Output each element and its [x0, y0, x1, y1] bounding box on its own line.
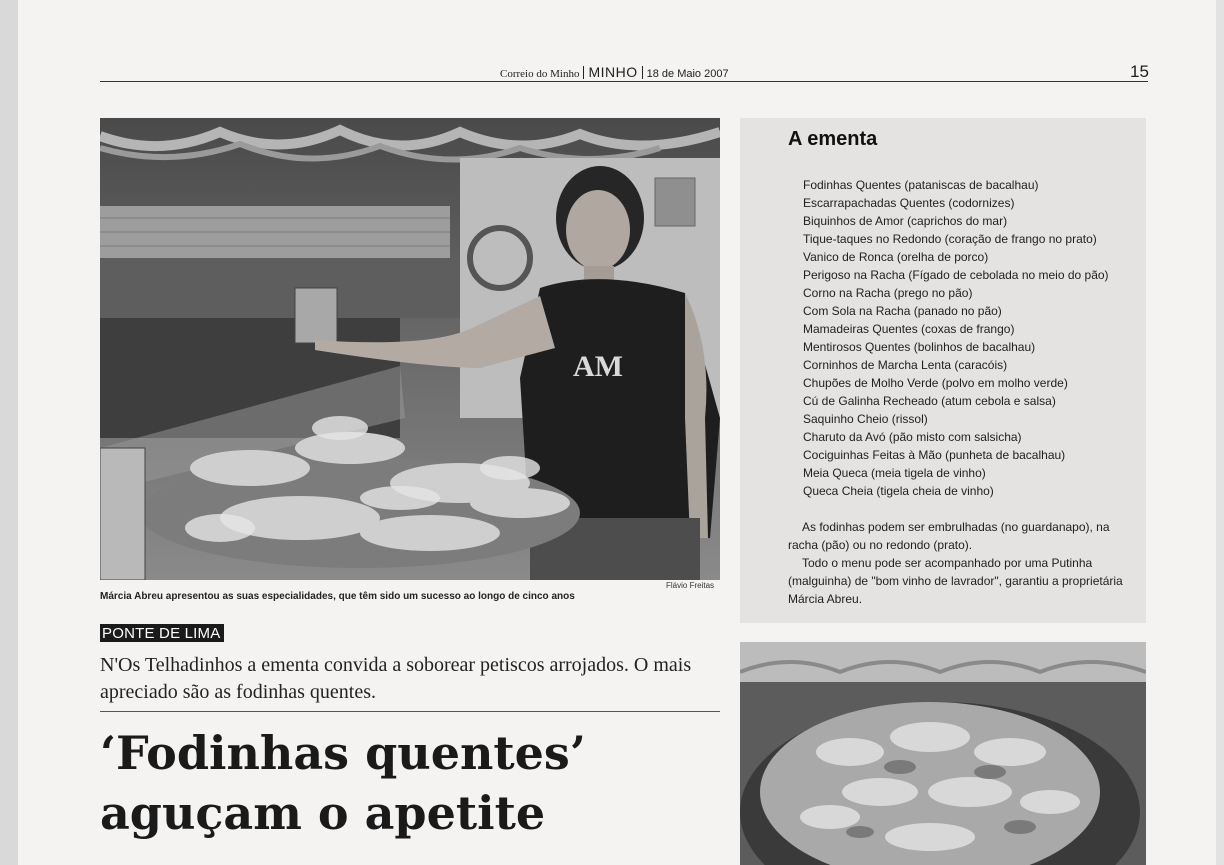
menu-item: Cú de Galinha Recheado (atum cebola e salsa) — [803, 394, 1056, 408]
menu-item: Meia Queca (meia tigela de vinho) — [803, 466, 986, 480]
shirt-print: AM — [573, 350, 623, 383]
food-photo — [740, 642, 1146, 865]
menu-item: Perigoso na Racha (Fígado de cebolada no meio do pão) — [803, 268, 1109, 282]
menu-item: Mentirosos Quentes (bolinhos de bacalhau) — [803, 340, 1036, 354]
photo-credit: Flávio Freitas — [666, 581, 715, 590]
menu-item: Biquinhos de Amor (caprichos do mar) — [803, 214, 1008, 228]
header-separator — [642, 66, 643, 79]
menu-item: Corno na Racha (prego no pão) — [803, 286, 973, 300]
page-number: 15 — [1130, 62, 1149, 81]
header-separator — [583, 66, 584, 79]
running-header — [500, 64, 729, 80]
menu-title: A ementa — [788, 128, 878, 150]
menu-item: Chupões de Molho Verde (polvo em molho verde) — [803, 376, 1068, 390]
headline-line: aguçam o apetite — [100, 786, 546, 840]
region-name: MINHO — [588, 64, 638, 80]
menu-item: Tique-taques no Redondo (coração de frango no prato) — [803, 232, 1097, 246]
headline — [100, 723, 730, 843]
section-kicker: PONTE DE LIMA — [100, 624, 224, 642]
menu-notes — [788, 518, 1138, 608]
page-edge-shadow-right — [1216, 0, 1224, 865]
newspaper-name: Correio do Minho — [500, 68, 580, 80]
menu-item: Com Sola na Racha (panado no pão) — [803, 304, 1002, 318]
menu-item: Corninhos de Marcha Lenta (caracóis) — [803, 358, 1008, 372]
issue-date: 18 de Maio 2007 — [646, 68, 729, 80]
main-photo — [100, 118, 720, 580]
standfirst-rule — [100, 711, 720, 712]
menu-item: Saquinho Cheio (rissol) — [803, 412, 928, 426]
menu-item: Mamadeiras Quentes (coxas de frango) — [803, 322, 1015, 336]
menu-note: Todo o menu pode ser acompanhado por uma Putinha (malguinha) de "bom vinho de lavrador", garantiu a proprietária Márcia Abreu. — [788, 556, 1123, 606]
menu-item: Queca Cheia (tigela cheia de vinho) — [803, 484, 994, 498]
headline-line: ‘Fodinhas quentes’ — [100, 726, 586, 780]
menu-item: Fodinhas Quentes (pataniscas de bacalhau) — [803, 178, 1039, 192]
menu-item: Vanico de Ronca (orelha de porco) — [803, 250, 989, 264]
menu-list — [803, 176, 1109, 500]
menu-item: Cociguinhas Feitas à Mão (punheta de bacalhau) — [803, 448, 1066, 462]
page-edge-shadow-left — [0, 0, 18, 865]
menu-item: Escarrapachadas Quentes (codornizes) — [803, 196, 1015, 210]
header-rule — [100, 81, 1148, 82]
standfirst-text: N'Os Telhadinhos a ementa convida a soborear petiscos arrojados. O mais apreciado são as fodinhas quentes. — [100, 654, 692, 703]
photo-caption: Márcia Abreu apresentou as suas especialidades, que têm sido um sucesso ao longo de cinco anos — [100, 591, 575, 602]
menu-note: As fodinhas podem ser embrulhadas (no guardanapo), na racha (pão) ou no redondo (prato). — [788, 520, 1110, 552]
menu-item: Charuto da Avó (pão misto com salsicha) — [803, 430, 1022, 444]
